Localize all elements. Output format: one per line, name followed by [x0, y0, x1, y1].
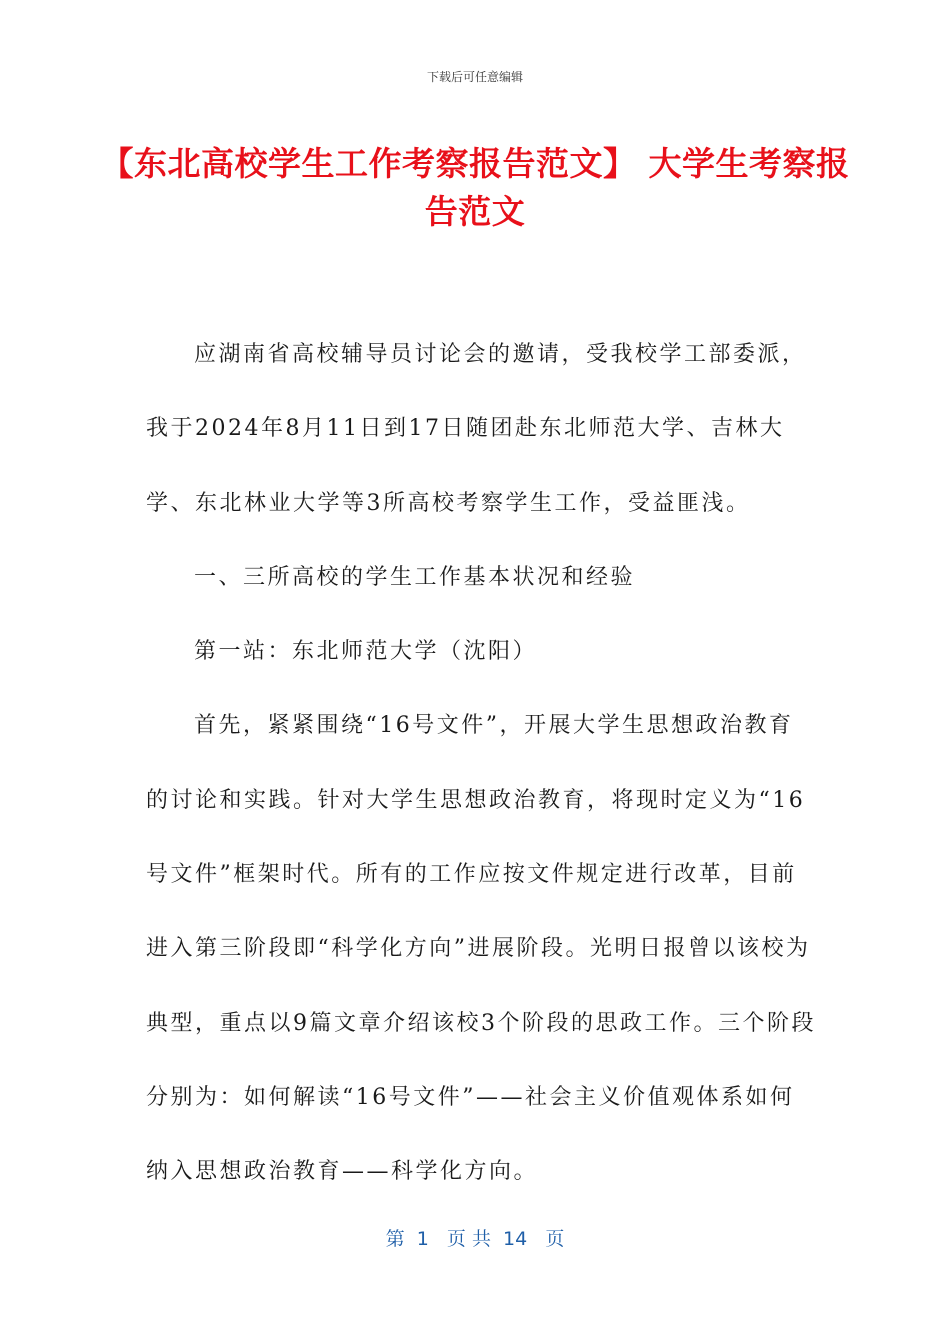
paragraph-body: 首先，紧紧围绕“16号文件”，开展大学生思想政治教育的讨论和实践。针对大学生思想政治教育，将现时定义为“16号文件”框架时代。所有的工作应按文件规定进行改革，目前进入第三阶段即“科学化方向”进展阶段。光明日报曾以该校为典型，重点以9篇文章介绍该校3个阶段的思政工作。三个阶段分别为：如何解读“16号文件”——社会主义价值观体系如何纳入思想政治教育——科学化方向。	[146, 713, 816, 1185]
document-title: 【东北高校学生工作考察报告范文】 大学生考察报告范文	[100, 144, 850, 231]
document-body	[146, 318, 816, 1210]
page-footer: 第 1 页 共 14 页	[385, 1228, 565, 1250]
header-note: 下载后可任意编辑	[426, 70, 523, 84]
section-heading: 一、三所高校的学生工作基本状况和经验	[194, 564, 636, 590]
subsection-heading: 第一站：东北师范大学（沈阳）	[194, 639, 538, 665]
paragraph-intro: 应湖南省高校辅导员讨论会的邀请，受我校学工部委派，我于2024年8月11日到17日随团赴东北师范大学、吉林大学、东北林业大学等3所高校考察学生工作，受益匪浅。	[146, 342, 807, 516]
